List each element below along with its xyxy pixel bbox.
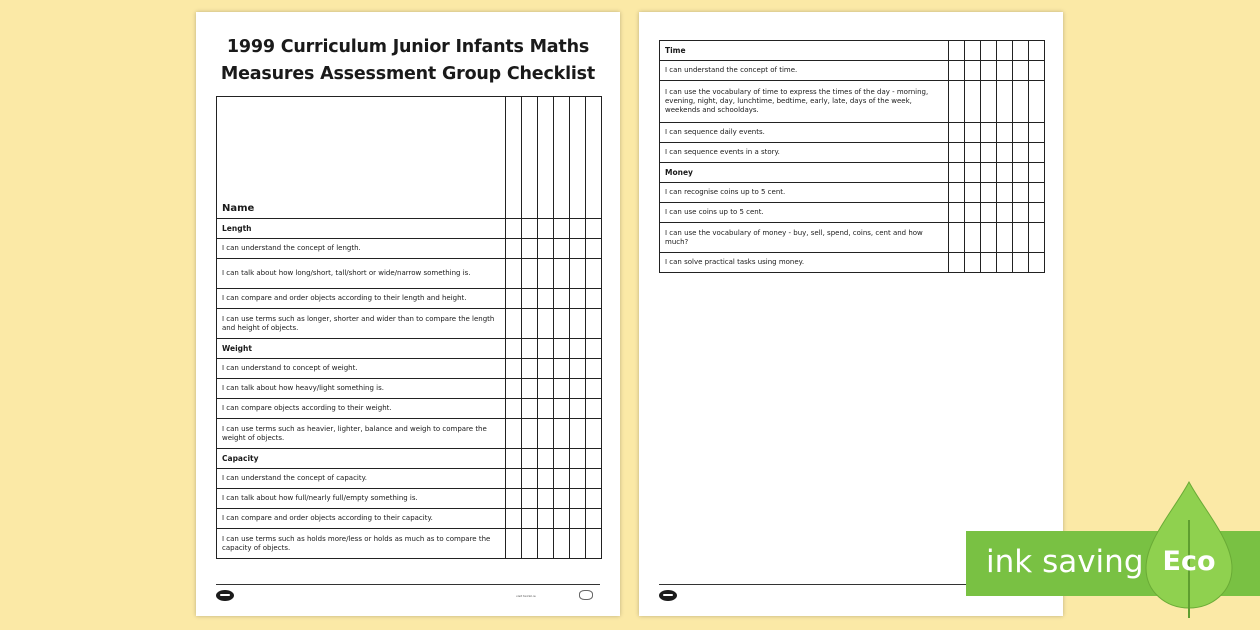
footer-print: visit twinkl.ie (516, 594, 536, 598)
tick-box[interactable] (1013, 203, 1029, 223)
criterion-row (660, 123, 1045, 143)
tick-box[interactable] (586, 489, 602, 509)
tick-box[interactable] (538, 309, 554, 339)
tick-box[interactable] (586, 359, 602, 379)
tick-box[interactable] (586, 289, 602, 309)
tick-box[interactable] (586, 219, 602, 239)
tick-box[interactable] (1029, 163, 1045, 183)
section-row (660, 163, 1045, 183)
tick-box[interactable] (506, 289, 522, 309)
criterion-text: I can recognise coins up to 5 cent. (660, 183, 949, 203)
tick-box[interactable] (538, 419, 554, 449)
criterion-row (217, 489, 602, 509)
criterion-row (660, 143, 1045, 163)
student-name-cell[interactable] (522, 97, 538, 219)
criterion-text: I can sequence events in a story. (660, 143, 949, 163)
tick-box[interactable] (997, 81, 1013, 123)
tick-box[interactable] (538, 289, 554, 309)
tick-box[interactable] (981, 81, 997, 123)
tick-box[interactable] (538, 339, 554, 359)
criterion-row (660, 203, 1045, 223)
tick-box[interactable] (586, 469, 602, 489)
section-row (660, 41, 1045, 61)
tick-box[interactable] (554, 239, 570, 259)
criterion-row (217, 469, 602, 489)
assessment-table-right (659, 40, 1045, 273)
section-row (217, 339, 602, 359)
tick-box[interactable] (506, 259, 522, 289)
tick-box[interactable] (586, 259, 602, 289)
tick-box[interactable] (522, 259, 538, 289)
section-heading: Length (217, 219, 506, 239)
tick-box[interactable] (997, 41, 1013, 61)
tick-box[interactable] (965, 203, 981, 223)
tick-box[interactable] (965, 123, 981, 143)
tick-box[interactable] (981, 183, 997, 203)
tick-box[interactable] (538, 399, 554, 419)
tick-box[interactable] (506, 379, 522, 399)
student-name-cell[interactable] (538, 97, 554, 219)
tick-box[interactable] (1029, 183, 1045, 203)
tick-box[interactable] (570, 509, 586, 529)
section-heading: Money (660, 163, 949, 183)
criterion-text: I can sequence daily events. (660, 123, 949, 143)
criterion-text: I can use terms such as longer, shorter and wider than to compare the length and height of objects. (217, 309, 506, 339)
tick-box[interactable] (949, 143, 965, 163)
tick-box[interactable] (997, 143, 1013, 163)
tick-box[interactable] (981, 123, 997, 143)
tick-box[interactable] (506, 219, 522, 239)
tick-box[interactable] (586, 239, 602, 259)
tick-box[interactable] (1013, 41, 1029, 61)
tick-box[interactable] (965, 223, 981, 253)
assessment-table-left (216, 96, 602, 559)
tick-box[interactable] (570, 399, 586, 419)
criterion-row (660, 223, 1045, 253)
tick-box[interactable] (981, 223, 997, 253)
criterion-text: I can understand to concept of weight. (217, 359, 506, 379)
tick-box[interactable] (522, 489, 538, 509)
tick-box[interactable] (554, 339, 570, 359)
section-heading: Capacity (217, 449, 506, 469)
criterion-text: I can use the vocabulary of time to express the times of the day - morning, evening, night, day, lunchtime, bedtime, early, late, days of the week, weekends and schooldays. (660, 81, 949, 123)
tick-box[interactable] (522, 399, 538, 419)
tick-box[interactable] (965, 253, 981, 273)
criterion-row (660, 253, 1045, 273)
tick-box[interactable] (1029, 41, 1045, 61)
tick-box[interactable] (981, 61, 997, 81)
tick-box[interactable] (522, 309, 538, 339)
criterion-text: I can use terms such as heavier, lighter, balance and weigh to compare the weight of objects. (217, 419, 506, 449)
tick-box[interactable] (586, 509, 602, 529)
tick-box[interactable] (554, 529, 570, 559)
tick-box[interactable] (965, 61, 981, 81)
tick-box[interactable] (554, 219, 570, 239)
criterion-row (217, 379, 602, 399)
twinkl-logo-icon (659, 590, 677, 601)
footer-divider (216, 584, 600, 585)
tick-box[interactable] (570, 449, 586, 469)
tick-box[interactable] (554, 419, 570, 449)
ink-saving-label: ink saving (986, 544, 1144, 580)
tick-box[interactable] (949, 183, 965, 203)
tick-box[interactable] (1013, 143, 1029, 163)
tick-box[interactable] (570, 529, 586, 559)
tick-box[interactable] (506, 489, 522, 509)
tick-box[interactable] (522, 469, 538, 489)
tick-box[interactable] (538, 379, 554, 399)
criterion-row (660, 61, 1045, 81)
tick-box[interactable] (1029, 253, 1045, 273)
tick-box[interactable] (949, 123, 965, 143)
tick-box[interactable] (506, 239, 522, 259)
tick-box[interactable] (949, 203, 965, 223)
tick-box[interactable] (506, 449, 522, 469)
tick-box[interactable] (522, 289, 538, 309)
tick-box[interactable] (965, 163, 981, 183)
tick-box[interactable] (949, 81, 965, 123)
tick-box[interactable] (586, 309, 602, 339)
tick-box[interactable] (522, 219, 538, 239)
tick-box[interactable] (949, 163, 965, 183)
tick-box[interactable] (1029, 123, 1045, 143)
tick-box[interactable] (506, 339, 522, 359)
tick-box[interactable] (570, 289, 586, 309)
tick-box[interactable] (570, 239, 586, 259)
student-name-cell[interactable] (586, 97, 602, 219)
tick-box[interactable] (506, 359, 522, 379)
tick-box[interactable] (570, 309, 586, 339)
worksheet-page-left (196, 12, 620, 616)
tick-box[interactable] (506, 529, 522, 559)
tick-box[interactable] (522, 379, 538, 399)
tick-box[interactable] (1029, 81, 1045, 123)
tick-box[interactable] (570, 259, 586, 289)
document-title: 1999 Curriculum Junior Infants Maths Measures Assessment Group Checklist (220, 37, 596, 84)
tick-box[interactable] (1013, 81, 1029, 123)
tick-box[interactable] (1029, 143, 1045, 163)
tick-box[interactable] (522, 239, 538, 259)
tick-box[interactable] (981, 163, 997, 183)
criterion-text: I can talk about how heavy/light something is. (217, 379, 506, 399)
pencil-logo-icon (579, 590, 593, 600)
criterion-text: I can compare and order objects according to their length and height. (217, 289, 506, 309)
tick-box[interactable] (570, 359, 586, 379)
tick-box[interactable] (570, 489, 586, 509)
tick-box[interactable] (554, 359, 570, 379)
tick-box[interactable] (538, 359, 554, 379)
tick-box[interactable] (570, 469, 586, 489)
student-name-cell[interactable] (570, 97, 586, 219)
tick-box[interactable] (1013, 253, 1029, 273)
tick-box[interactable] (554, 449, 570, 469)
tick-box[interactable] (538, 259, 554, 289)
tick-box[interactable] (1013, 183, 1029, 203)
tick-box[interactable] (1013, 223, 1029, 253)
criterion-text: I can compare and order objects according to their capacity. (217, 509, 506, 529)
criterion-row (660, 81, 1045, 123)
tick-box[interactable] (554, 509, 570, 529)
tick-box[interactable] (981, 203, 997, 223)
tick-box[interactable] (997, 163, 1013, 183)
tick-box[interactable] (522, 339, 538, 359)
criterion-row (217, 509, 602, 529)
tick-box[interactable] (949, 61, 965, 81)
tick-box[interactable] (570, 379, 586, 399)
tick-box[interactable] (997, 183, 1013, 203)
tick-box[interactable] (997, 123, 1013, 143)
criterion-row (217, 259, 602, 289)
tick-box[interactable] (522, 509, 538, 529)
tick-box[interactable] (586, 449, 602, 469)
criterion-text: I can solve practical tasks using money. (660, 253, 949, 273)
criterion-row (217, 419, 602, 449)
tick-box[interactable] (538, 489, 554, 509)
tick-box[interactable] (506, 469, 522, 489)
name-header-row (217, 97, 602, 219)
tick-box[interactable] (586, 339, 602, 359)
tick-box[interactable] (538, 529, 554, 559)
tick-box[interactable] (997, 203, 1013, 223)
criterion-row (217, 239, 602, 259)
section-heading: Weight (217, 339, 506, 359)
eco-label: Eco (1162, 546, 1216, 577)
criterion-text: I can understand the concept of time. (660, 61, 949, 81)
tick-box[interactable] (997, 61, 1013, 81)
criterion-text: I can talk about how full/nearly full/empty something is. (217, 489, 506, 509)
tick-box[interactable] (965, 183, 981, 203)
tick-box[interactable] (554, 399, 570, 419)
tick-box[interactable] (538, 469, 554, 489)
tick-box[interactable] (522, 529, 538, 559)
tick-box[interactable] (586, 399, 602, 419)
tick-box[interactable] (981, 41, 997, 61)
name-header: Name (217, 97, 506, 219)
section-row (217, 449, 602, 469)
tick-box[interactable] (554, 309, 570, 339)
tick-box[interactable] (506, 399, 522, 419)
criterion-row (217, 289, 602, 309)
criterion-text: I can understand the concept of length. (217, 239, 506, 259)
tick-box[interactable] (554, 489, 570, 509)
tick-box[interactable] (522, 449, 538, 469)
section-heading: Time (660, 41, 949, 61)
tick-box[interactable] (538, 509, 554, 529)
criterion-text: I can use the vocabulary of money - buy, sell, spend, coins, cent and how much? (660, 223, 949, 253)
tick-box[interactable] (554, 379, 570, 399)
tick-box[interactable] (949, 223, 965, 253)
criterion-text: I can understand the concept of capacity. (217, 469, 506, 489)
tick-box[interactable] (586, 529, 602, 559)
tick-box[interactable] (554, 469, 570, 489)
student-name-cell[interactable] (554, 97, 570, 219)
tick-box[interactable] (965, 81, 981, 123)
tick-box[interactable] (586, 379, 602, 399)
tick-box[interactable] (1029, 203, 1045, 223)
tick-box[interactable] (949, 253, 965, 273)
tick-box[interactable] (997, 253, 1013, 273)
tick-box[interactable] (965, 143, 981, 163)
tick-box[interactable] (965, 41, 981, 61)
criterion-row (217, 309, 602, 339)
tick-box[interactable] (1013, 61, 1029, 81)
criterion-text: I can talk about how long/short, tall/short or wide/narrow something is. (217, 259, 506, 289)
tick-box[interactable] (522, 359, 538, 379)
tick-box[interactable] (554, 289, 570, 309)
section-row (217, 219, 602, 239)
criterion-text: I can compare objects according to their weight. (217, 399, 506, 419)
tick-box[interactable] (554, 259, 570, 289)
tick-box[interactable] (1013, 163, 1029, 183)
tick-box[interactable] (506, 509, 522, 529)
tick-box[interactable] (506, 309, 522, 339)
tick-box[interactable] (1029, 61, 1045, 81)
criterion-text: I can use coins up to 5 cent. (660, 203, 949, 223)
tick-box[interactable] (1013, 123, 1029, 143)
worksheet-page-right (639, 12, 1063, 616)
student-name-cell[interactable] (506, 97, 522, 219)
tick-box[interactable] (570, 339, 586, 359)
tick-box[interactable] (506, 419, 522, 449)
tick-box[interactable] (949, 41, 965, 61)
criterion-text: I can use terms such as holds more/less or holds as much as to compare the capacity of objects. (217, 529, 506, 559)
criterion-row (217, 529, 602, 559)
criterion-row (217, 359, 602, 379)
tick-box[interactable] (538, 219, 554, 239)
tick-box[interactable] (1029, 223, 1045, 253)
tick-box[interactable] (538, 239, 554, 259)
criterion-row (217, 399, 602, 419)
tick-box[interactable] (570, 219, 586, 239)
tick-box[interactable] (522, 419, 538, 449)
twinkl-logo-icon (216, 590, 234, 601)
tick-box[interactable] (981, 143, 997, 163)
criterion-row (660, 183, 1045, 203)
tick-box[interactable] (570, 419, 586, 449)
tick-box[interactable] (981, 253, 997, 273)
tick-box[interactable] (586, 419, 602, 449)
tick-box[interactable] (997, 223, 1013, 253)
tick-box[interactable] (538, 449, 554, 469)
